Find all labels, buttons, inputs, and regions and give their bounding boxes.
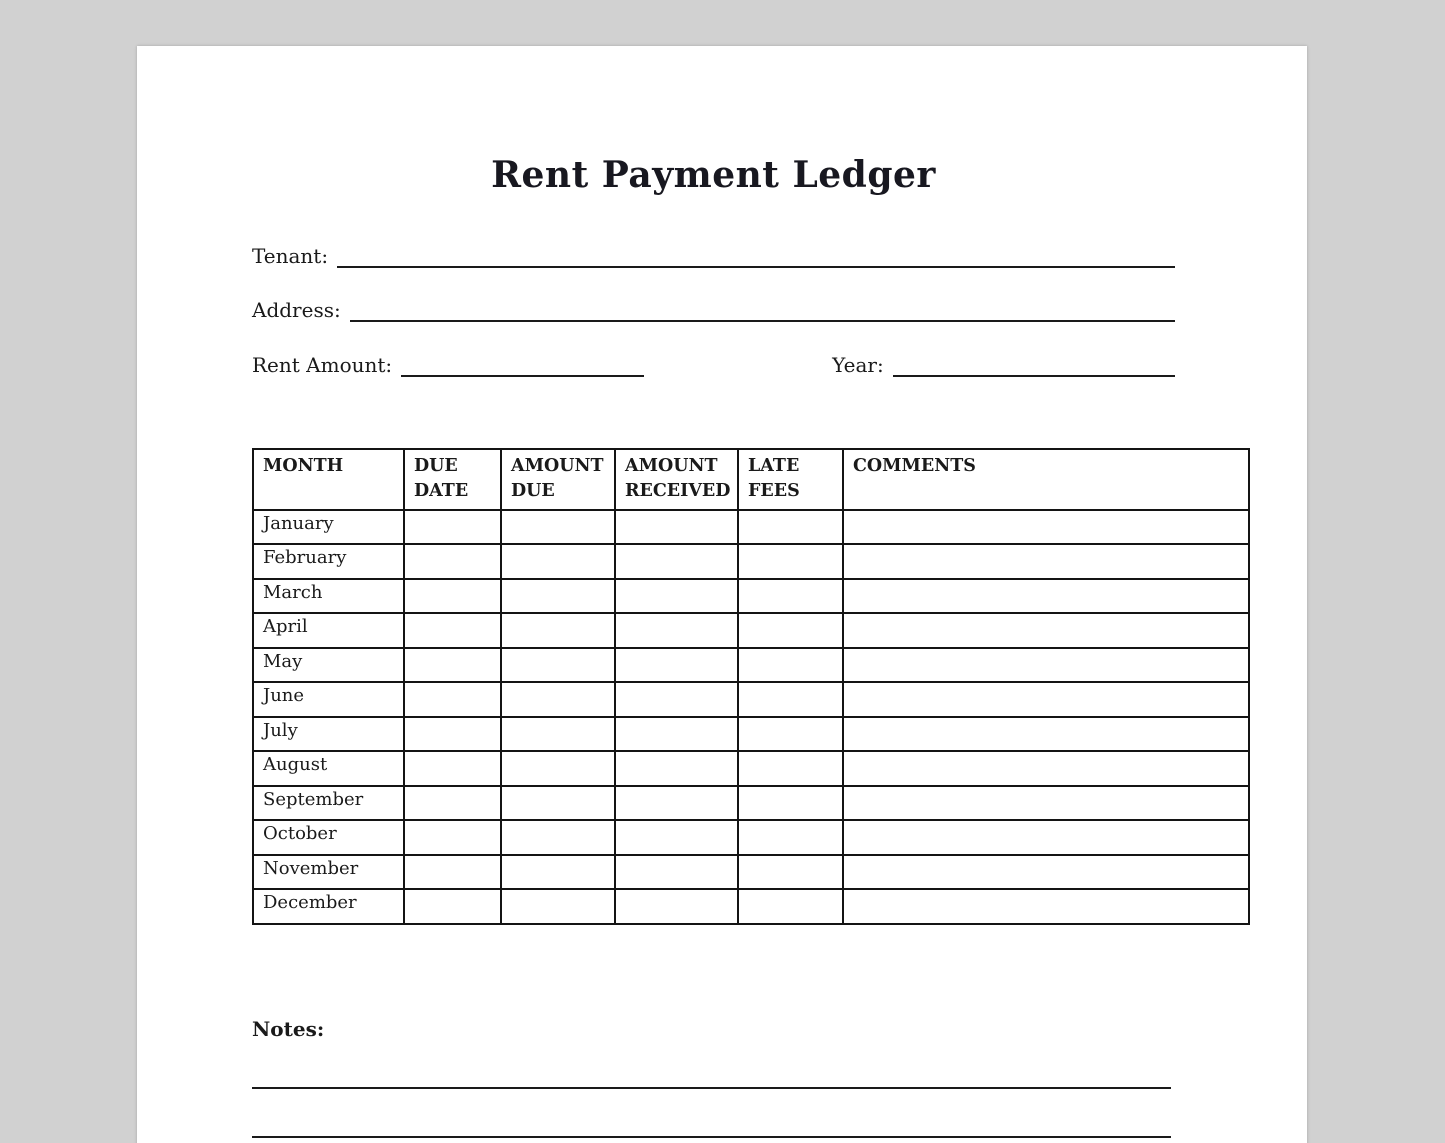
- table-cell-late-fees: [738, 648, 843, 683]
- table-cell-late-fees: [738, 544, 843, 579]
- rent-amount-label: Rent Amount:: [252, 353, 393, 377]
- month-cell: July: [253, 717, 404, 752]
- month-cell: September: [253, 786, 404, 821]
- table-cell-amount-received: [615, 544, 738, 579]
- tenant-field-row: [252, 242, 1175, 268]
- rent-amount-fill-line: [401, 351, 644, 377]
- table-cell-amount-due: [501, 613, 615, 648]
- table-cell-amount-due: [501, 820, 615, 855]
- table-cell-late-fees: [738, 820, 843, 855]
- table-cell-amount-received: [615, 648, 738, 683]
- table-row-december: [253, 889, 1249, 924]
- month-cell: August: [253, 751, 404, 786]
- document-page: [137, 46, 1307, 1143]
- table-cell-amount-received: [615, 820, 738, 855]
- year-label: Year:: [832, 353, 884, 377]
- table-cell-due-date: [404, 579, 501, 614]
- month-cell: April: [253, 613, 404, 648]
- table-row-october: [253, 820, 1249, 855]
- table-cell-late-fees: [738, 889, 843, 924]
- table-row-january: [253, 510, 1249, 545]
- table-cell-due-date: [404, 682, 501, 717]
- table-cell-amount-received: [615, 510, 738, 545]
- notes-fill-line-1: [252, 1087, 1171, 1089]
- tenant-fill-line: [337, 242, 1175, 268]
- table-row-march: [253, 579, 1249, 614]
- table-cell-amount-due: [501, 717, 615, 752]
- month-cell: June: [253, 682, 404, 717]
- page-title: Rent Payment Ledger: [491, 154, 936, 196]
- table-row-november: [253, 855, 1249, 890]
- column-header-month: MONTH: [253, 449, 404, 510]
- table-header-row: [253, 449, 1249, 510]
- table-cell-comments: [843, 717, 1249, 752]
- rent-ledger-table: [252, 448, 1250, 925]
- table-cell-due-date: [404, 510, 501, 545]
- column-header-amount-received: AMOUNT RECEIVED: [615, 449, 738, 510]
- column-header-late-fees: LATE FEES: [738, 449, 843, 510]
- table-cell-comments: [843, 613, 1249, 648]
- month-cell: January: [253, 510, 404, 545]
- table-cell-amount-due: [501, 751, 615, 786]
- table-cell-comments: [843, 820, 1249, 855]
- table-cell-due-date: [404, 648, 501, 683]
- address-label: Address:: [252, 298, 341, 322]
- table-cell-comments: [843, 682, 1249, 717]
- table-row-august: [253, 751, 1249, 786]
- table-cell-due-date: [404, 613, 501, 648]
- table-cell-amount-received: [615, 613, 738, 648]
- table-cell-late-fees: [738, 786, 843, 821]
- month-cell: December: [253, 889, 404, 924]
- table-cell-amount-received: [615, 717, 738, 752]
- month-cell: October: [253, 820, 404, 855]
- table-row-april: [253, 613, 1249, 648]
- notes-fill-line-2: [252, 1136, 1171, 1138]
- table-cell-amount-due: [501, 889, 615, 924]
- table-cell-late-fees: [738, 717, 843, 752]
- table-cell-due-date: [404, 786, 501, 821]
- table-cell-amount-received: [615, 579, 738, 614]
- table-row-february: [253, 544, 1249, 579]
- table-cell-amount-due: [501, 786, 615, 821]
- month-cell: November: [253, 855, 404, 890]
- table-cell-amount-received: [615, 786, 738, 821]
- month-cell: May: [253, 648, 404, 683]
- table-cell-amount-received: [615, 751, 738, 786]
- table-cell-late-fees: [738, 855, 843, 890]
- tenant-label: Tenant:: [252, 244, 329, 268]
- table-cell-due-date: [404, 855, 501, 890]
- table-cell-due-date: [404, 820, 501, 855]
- table-cell-due-date: [404, 544, 501, 579]
- table-cell-due-date: [404, 889, 501, 924]
- table-cell-due-date: [404, 751, 501, 786]
- table-cell-amount-due: [501, 510, 615, 545]
- table-cell-late-fees: [738, 682, 843, 717]
- column-header-amount-due: AMOUNT DUE: [501, 449, 615, 510]
- table-cell-amount-due: [501, 544, 615, 579]
- month-cell: March: [253, 579, 404, 614]
- table-cell-late-fees: [738, 751, 843, 786]
- table-row-may: [253, 648, 1249, 683]
- table-cell-comments: [843, 544, 1249, 579]
- table-cell-comments: [843, 579, 1249, 614]
- table-cell-amount-received: [615, 889, 738, 924]
- table-cell-amount-received: [615, 855, 738, 890]
- table-cell-amount-due: [501, 579, 615, 614]
- table-cell-comments: [843, 510, 1249, 545]
- table-cell-late-fees: [738, 613, 843, 648]
- table-cell-comments: [843, 855, 1249, 890]
- table-cell-late-fees: [738, 510, 843, 545]
- table-row-september: [253, 786, 1249, 821]
- table-cell-amount-due: [501, 682, 615, 717]
- column-header-due-date: DUE DATE: [404, 449, 501, 510]
- table-cell-comments: [843, 786, 1249, 821]
- rent-year-field-row: [252, 351, 1175, 377]
- table-cell-comments: [843, 889, 1249, 924]
- table-cell-amount-due: [501, 855, 615, 890]
- table-cell-amount-received: [615, 682, 738, 717]
- table-row-july: [253, 717, 1249, 752]
- table-cell-comments: [843, 648, 1249, 683]
- notes-label: Notes:: [252, 1017, 325, 1041]
- table-cell-late-fees: [738, 579, 843, 614]
- month-cell: February: [253, 544, 404, 579]
- table-row-june: [253, 682, 1249, 717]
- table-cell-comments: [843, 751, 1249, 786]
- table-cell-amount-due: [501, 648, 615, 683]
- address-fill-line: [350, 296, 1175, 322]
- year-fill-line: [893, 351, 1175, 377]
- address-field-row: [252, 296, 1175, 322]
- column-header-comments: COMMENTS: [843, 449, 1249, 510]
- table-cell-due-date: [404, 717, 501, 752]
